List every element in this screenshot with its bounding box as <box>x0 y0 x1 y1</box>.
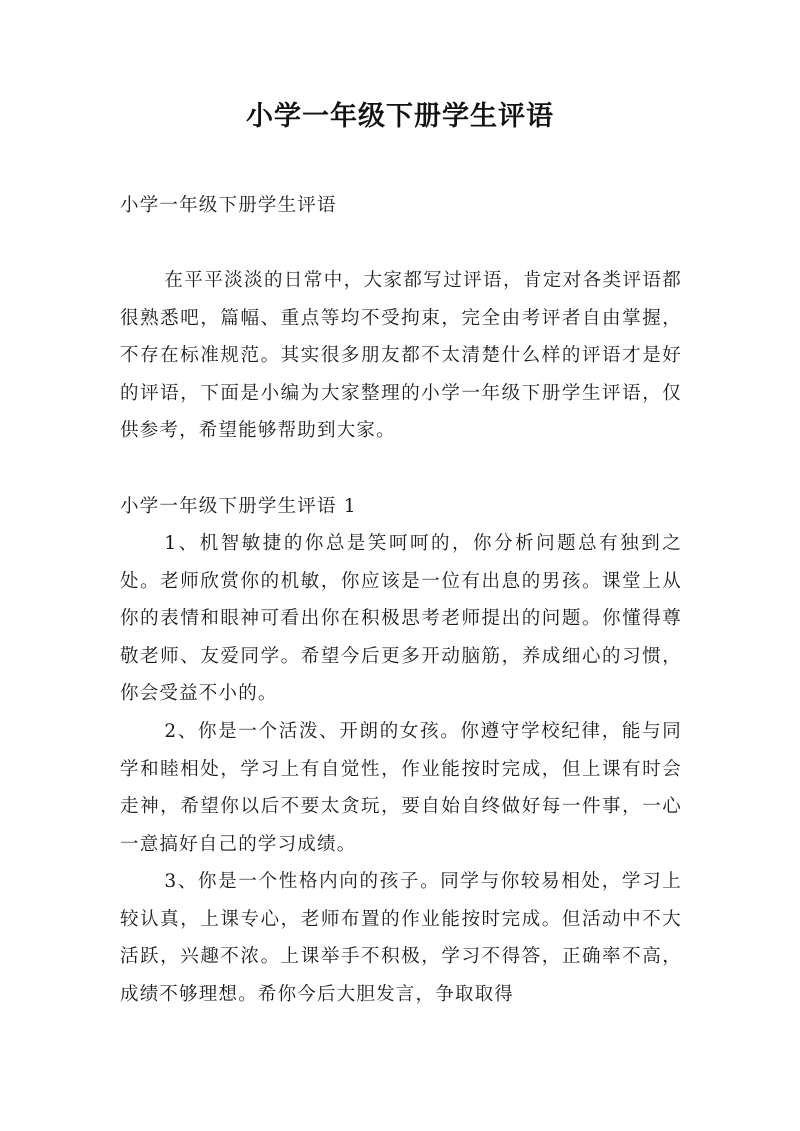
comment-item-3: 3、你是一个性格内向的孩子。同学与你较易相处，学习上较认真，上课专心，老师布置的作业能按时完成。但活动中不大活跃，兴趣不浓。上课举手不积极，学习不得答，正确率不高，成绩不够理想。希你今后大胆发言，争取取得 <box>120 871 682 1005</box>
comment-item-1: 1、机智敏捷的你总是笑呵呵的，你分析问题总有独到之处。老师欣赏你的机敏，你应该是一位有出息的男孩。课堂上从你的表情和眼神可看出你在积极思考老师提出的问题。你懂得尊敬老师、友爱同学。希望今后更多开动脑筋，养成细心的习惯，你会受益不小的。 <box>120 533 682 704</box>
intro-paragraph: 在平平淡淡的日常中，大家都写过评语，肯定对各类评语都很熟悉吧，篇幅、重点等均不受拘束，完全由考评者自由掌握，不存在标准规范。其实很多朋友都不太清楚什么样的评语才是好的评语，下面是小编为大家整理的小学一年级下册学生评语，仅供参考，希望能够帮助到大家。 <box>120 270 682 441</box>
document-title: 小学一年级下册学生评语 <box>246 101 554 132</box>
comment-item-2: 2、你是一个活泼、开朗的女孩。你遵守学校纪律，能与同学和睦相处，学习上有自觉性，作业能按时完成，但上课有时会走神，希望你以后不要太贪玩，要自始自终做好每一件事，一心一意搞好自己的学习成绩。 <box>120 721 682 855</box>
document-subtitle: 小学一年级下册学生评语 <box>120 195 337 216</box>
section-heading: 小学一年级下册学生评语 1 <box>120 496 357 517</box>
